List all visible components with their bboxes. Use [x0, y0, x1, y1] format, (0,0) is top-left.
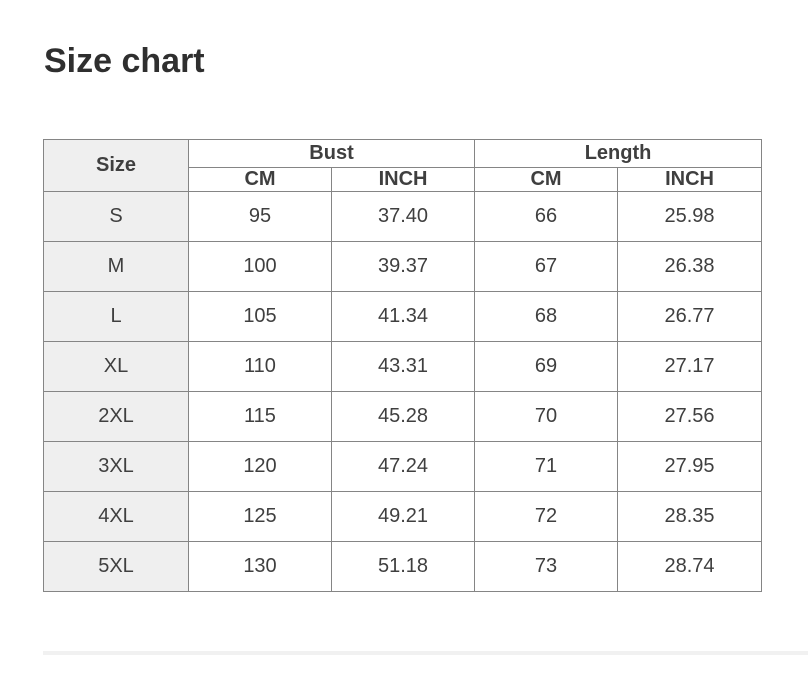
- bust-cm-cell: 95: [189, 192, 332, 242]
- col-header-bust-cm: CM: [189, 168, 332, 192]
- length-inch-cell: 28.35: [618, 492, 762, 542]
- table-header: [44, 140, 762, 192]
- bust-inch-cell: 47.24: [332, 442, 475, 492]
- length-inch-cell: 27.17: [618, 342, 762, 392]
- length-inch-cell: 27.95: [618, 442, 762, 492]
- length-cm-cell: 70: [475, 392, 618, 442]
- length-cm-cell: 73: [475, 542, 618, 592]
- table-row: [44, 292, 762, 342]
- bust-inch-cell: 43.31: [332, 342, 475, 392]
- bust-inch-cell: 41.34: [332, 292, 475, 342]
- size-label-cell: 3XL: [44, 442, 189, 492]
- col-header-length: Length: [475, 140, 762, 168]
- size-label-cell: 5XL: [44, 542, 189, 592]
- length-cm-cell: 68: [475, 292, 618, 342]
- col-header-bust: Bust: [189, 140, 475, 168]
- table-row: [44, 542, 762, 592]
- length-cm-cell: 66: [475, 192, 618, 242]
- bust-cm-cell: 105: [189, 292, 332, 342]
- size-chart-table: [43, 139, 762, 592]
- table-body: [44, 192, 762, 592]
- table-row: [44, 392, 762, 442]
- col-header-size: Size: [44, 140, 189, 192]
- section-divider: [43, 651, 808, 655]
- bust-inch-cell: 39.37: [332, 242, 475, 292]
- table-row: [44, 242, 762, 292]
- table-row: [44, 492, 762, 542]
- length-cm-cell: 67: [475, 242, 618, 292]
- bust-cm-cell: 110: [189, 342, 332, 392]
- length-cm-cell: 72: [475, 492, 618, 542]
- bust-inch-cell: 49.21: [332, 492, 475, 542]
- length-inch-cell: 28.74: [618, 542, 762, 592]
- size-label-cell: 2XL: [44, 392, 189, 442]
- bust-cm-cell: 125: [189, 492, 332, 542]
- col-header-length-inch: INCH: [618, 168, 762, 192]
- length-cm-cell: 71: [475, 442, 618, 492]
- bust-cm-cell: 120: [189, 442, 332, 492]
- page-title: Size chart: [44, 42, 205, 80]
- table-row: [44, 342, 762, 392]
- bust-inch-cell: 45.28: [332, 392, 475, 442]
- bust-cm-cell: 130: [189, 542, 332, 592]
- length-inch-cell: 27.56: [618, 392, 762, 442]
- length-inch-cell: 26.77: [618, 292, 762, 342]
- size-label-cell: S: [44, 192, 189, 242]
- header-group-row: [44, 140, 762, 168]
- length-cm-cell: 69: [475, 342, 618, 392]
- bust-inch-cell: 51.18: [332, 542, 475, 592]
- size-label-cell: M: [44, 242, 189, 292]
- col-header-bust-inch: INCH: [332, 168, 475, 192]
- table-row: [44, 442, 762, 492]
- table-row: [44, 192, 762, 242]
- bust-cm-cell: 115: [189, 392, 332, 442]
- length-inch-cell: 26.38: [618, 242, 762, 292]
- bust-cm-cell: 100: [189, 242, 332, 292]
- bust-inch-cell: 37.40: [332, 192, 475, 242]
- col-header-length-cm: CM: [475, 168, 618, 192]
- size-label-cell: L: [44, 292, 189, 342]
- size-label-cell: XL: [44, 342, 189, 392]
- size-label-cell: 4XL: [44, 492, 189, 542]
- length-inch-cell: 25.98: [618, 192, 762, 242]
